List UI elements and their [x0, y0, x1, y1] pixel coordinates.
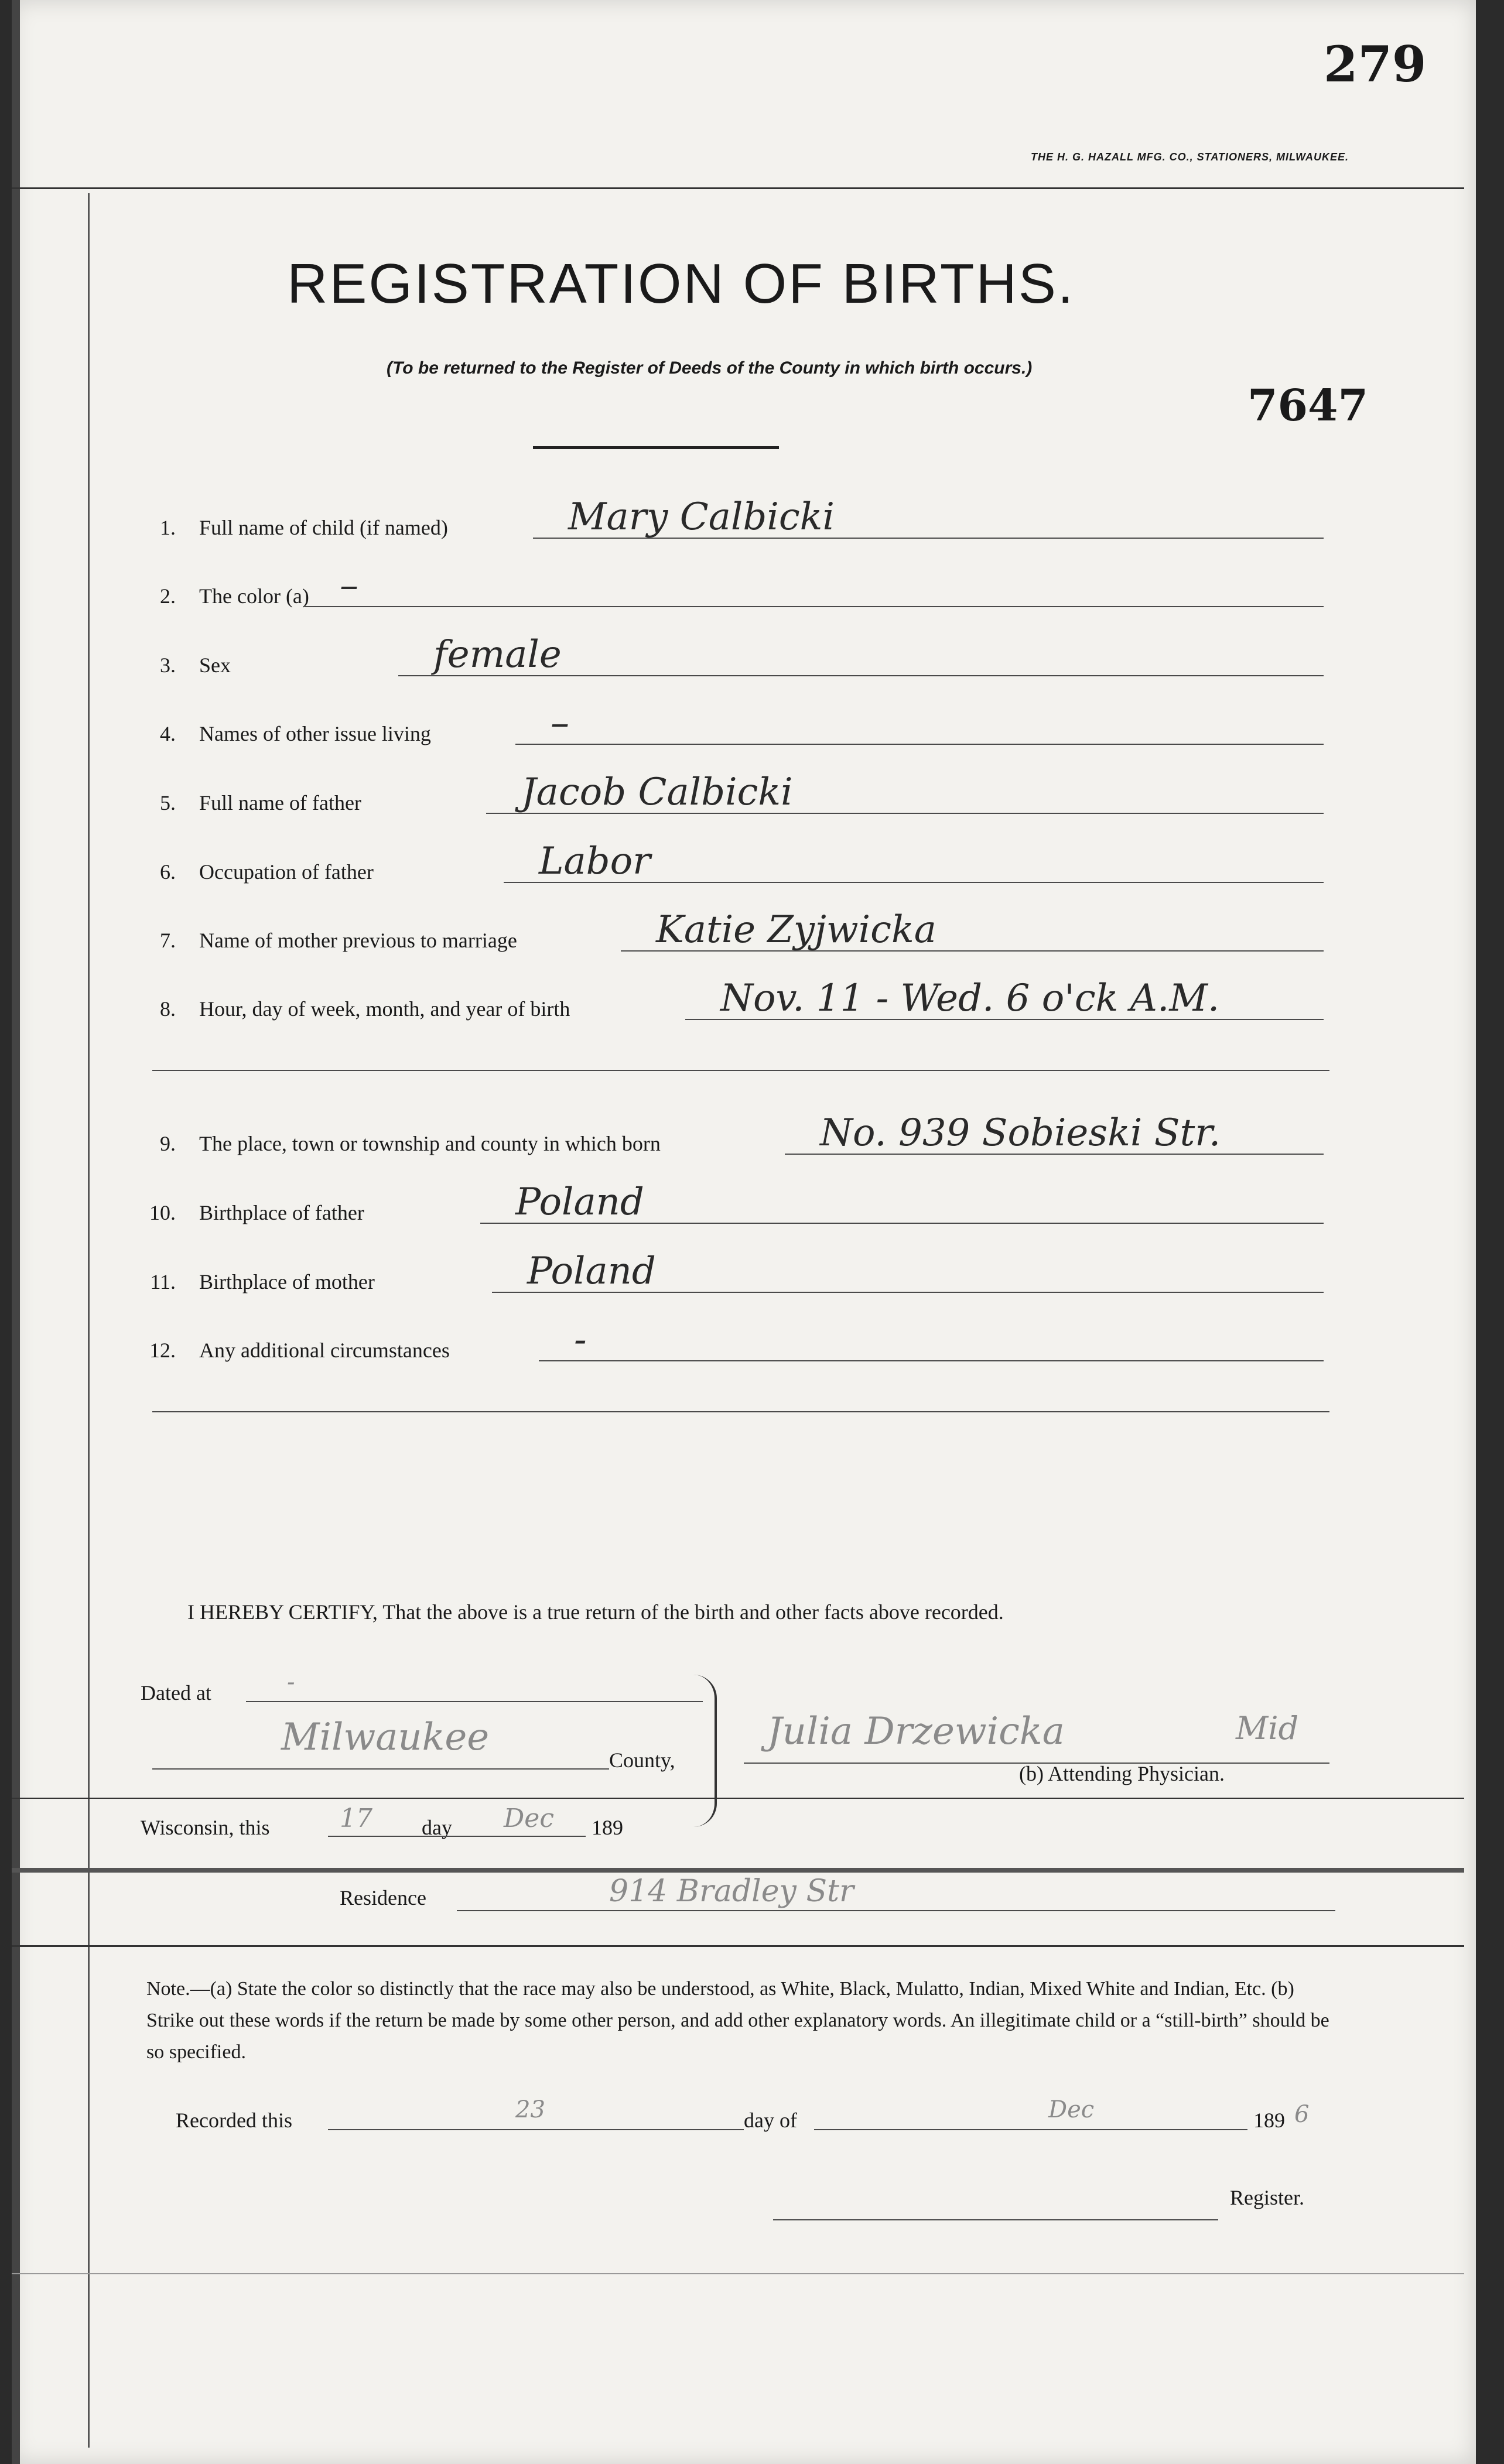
field-label: Names of other issue living — [199, 722, 431, 745]
recorded-month-line — [814, 2129, 1247, 2130]
field-label: Occupation of father — [199, 860, 374, 884]
county-label: County, — [609, 1748, 675, 1772]
field-label: Any additional circumstances — [199, 1339, 450, 1362]
field-number: 1. — [160, 516, 176, 539]
field-line — [515, 744, 1324, 745]
field-number: 11. — [150, 1270, 176, 1293]
field-line — [305, 606, 1324, 607]
month-value: Dec — [504, 1803, 554, 1833]
bottom-rule — [12, 2273, 1464, 2274]
form-subtitle: (To be returned to the Register of Deeds of the County in which birth occurs.) — [387, 358, 1033, 378]
dated-at-label: Dated at — [141, 1681, 211, 1705]
field-number: 2. — [160, 584, 176, 608]
residence-label: Residence — [340, 1886, 426, 1909]
field-value: Jacob Calbicki — [521, 771, 793, 814]
field-value: Poland — [527, 1250, 656, 1293]
printer-imprint: THE H. G. HAZALL MFG. CO., STATIONERS, MILWAUKEE. — [1031, 151, 1349, 163]
field-label: Full name of child (if named) — [199, 516, 448, 539]
cross-rule-1 — [12, 1798, 1464, 1799]
field-number: 5. — [160, 791, 176, 815]
wisconsin-line — [328, 1836, 586, 1837]
attending-physician-label: (b) Attending Physician. — [1019, 1762, 1225, 1785]
field-value: – — [551, 701, 569, 745]
field-number: 6. — [160, 860, 176, 884]
top-rule — [12, 187, 1464, 189]
field-label: Hour, day of week, month, and year of birth — [199, 997, 570, 1021]
field-value: female — [433, 633, 562, 676]
recorded-label: Recorded this — [176, 2109, 292, 2132]
field-label: Birthplace of mother — [199, 1270, 375, 1293]
field-value: No. 939 Sobieski Str. — [820, 1111, 1221, 1155]
document-page — [12, 0, 1476, 2464]
residence-line — [457, 1910, 1335, 1911]
day-of-label: day of — [744, 2109, 797, 2132]
recorded-month-value: Dec — [1048, 2096, 1095, 2123]
field-number: 10. — [149, 1201, 176, 1224]
wisconsin-label: Wisconsin, this — [141, 1816, 270, 1839]
binding-edge — [12, 0, 20, 2464]
field-label: Sex — [199, 653, 231, 677]
register-label: Register. — [1230, 2186, 1304, 2209]
certification-statement: I HEREBY CERTIFY, That the above is a true return of the birth and other facts above recorded. — [187, 1600, 1004, 1624]
dated-at-line — [246, 1701, 703, 1702]
day-value: 17 — [340, 1803, 372, 1833]
field-number: 7. — [160, 929, 176, 952]
field-value: – — [340, 564, 358, 607]
day-label: day — [422, 1816, 452, 1839]
field-number: 12. — [149, 1339, 176, 1362]
physician-signature: Julia Drzewicka — [767, 1710, 1065, 1753]
residence-value: 914 Bradley Str — [609, 1874, 854, 1909]
year-label: 189 — [592, 1816, 623, 1839]
field-value: Labor — [539, 840, 651, 883]
county-value: Milwaukee — [281, 1716, 490, 1759]
signature-suffix: Mid — [1236, 1710, 1299, 1747]
field-line — [539, 1360, 1324, 1361]
county-line — [152, 1768, 609, 1770]
recorded-day-line — [328, 2129, 744, 2130]
left-margin-rule — [88, 193, 90, 2448]
signature-bracket — [691, 1675, 717, 1827]
page-number: 279 — [1324, 35, 1427, 93]
dated-at-value: - — [287, 1669, 295, 1696]
field-label: Full name of father — [199, 791, 361, 815]
recorded-day-value: 23 — [515, 2096, 545, 2123]
field-value: Mary Calbicki — [568, 495, 835, 539]
note-rule — [12, 1945, 1464, 1947]
field-number: 3. — [160, 653, 176, 677]
form-title: REGISTRATION OF BIRTHS. — [287, 252, 1075, 315]
field-label: Name of mother previous to marriage — [199, 929, 517, 952]
field-value: Nov. 11 - Wed. 6 o'ck A.M. — [720, 977, 1220, 1020]
footnote: Note.—(a) State the color so distinctly that the race may also be understood, as White, Black, Mulatto, Indian, Mixed White and Indian, Etc. (b) Strike out these words if the return be made by some other person, and add other explanatory words. An illegitimate child or a “still-birth” should be so specified. — [146, 1978, 1329, 2063]
field-number: 4. — [160, 722, 176, 745]
field-number: 9. — [160, 1132, 176, 1155]
certificate-number: 7647 — [1247, 381, 1368, 431]
recorded-year-label: 189 — [1253, 2109, 1285, 2132]
field-label: The color (a) — [199, 584, 309, 608]
field-continuation-line — [152, 1070, 1329, 1071]
field-label: Birthplace of father — [199, 1201, 364, 1224]
field-value: - — [574, 1318, 587, 1361]
ornament-divider — [533, 446, 779, 449]
field-label: The place, town or township and county in which born — [199, 1132, 661, 1155]
field-value: Katie Zyjwicka — [656, 908, 936, 952]
field-number: 8. — [160, 997, 176, 1021]
field-continuation-line — [152, 1411, 1329, 1412]
register-signature-line — [773, 2219, 1218, 2220]
recorded-year-suffix: 6 — [1294, 2101, 1310, 2128]
cross-rule-2 — [12, 1868, 1464, 1873]
field-value: Poland — [515, 1180, 644, 1224]
